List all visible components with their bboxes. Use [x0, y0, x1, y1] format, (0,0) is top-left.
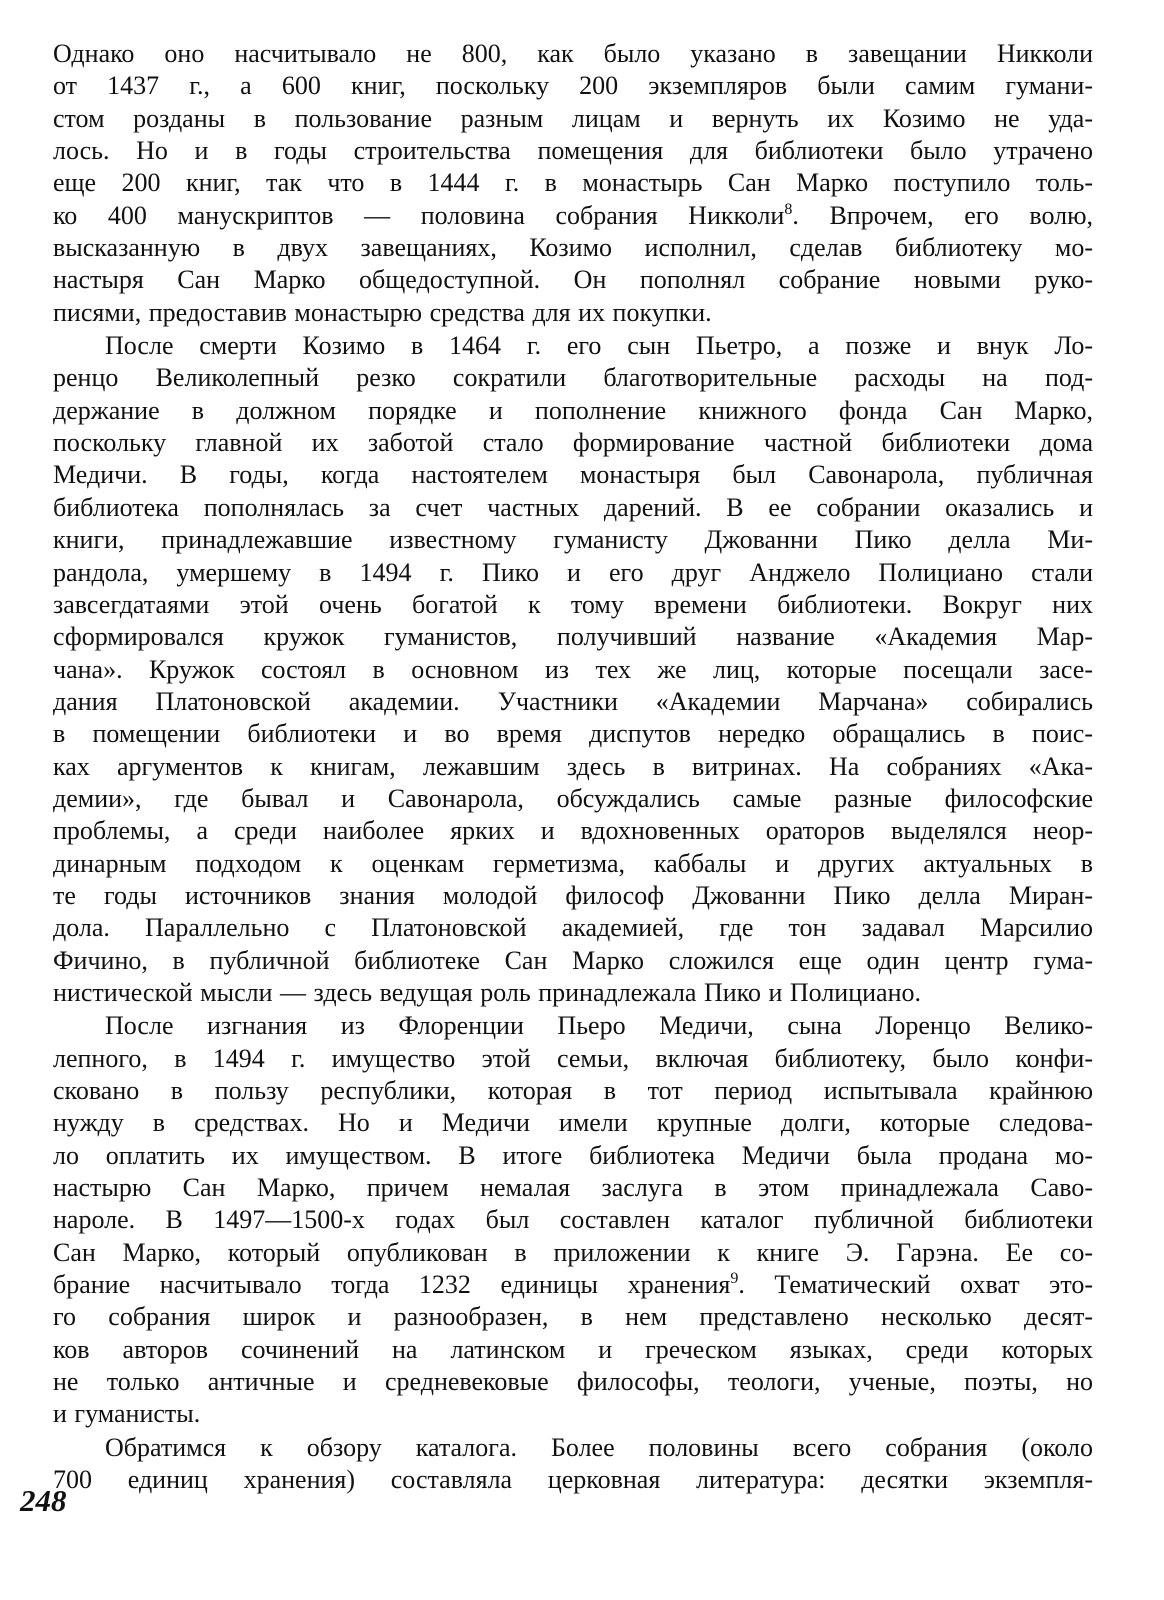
text-line — [53, 459, 1093, 491]
line-text: Обратимся к обзору каталога. Более половины всего собрания (около — [105, 1432, 1093, 1462]
line-text: 700 единиц хранения) составляла церковная литература: десятки экземпля- — [53, 1465, 1093, 1495]
text-line — [53, 783, 1093, 815]
text-line — [53, 848, 1093, 880]
line-text: ренцо Великолепный резко сократили благотворительные расходы на под- — [53, 363, 1093, 393]
line-text: держание в должном порядке и пополнение книжного фонда Сан Марко, — [53, 395, 1093, 425]
line-text: проблемы, а среди наиболее ярких и вдохновенных ораторов выделялся неор- — [53, 816, 1093, 846]
line-text: настырю Сан Марко, причем немалая заслуга в этом принадлежала Саво- — [53, 1173, 1093, 1203]
text-line — [53, 492, 1093, 524]
line-text: от 1437 г., а 600 книг, поскольку 200 экземпляров были самим гумани- — [53, 71, 1093, 101]
line-text: брание насчитывало тогда 1232 единицы хранения — [53, 1270, 731, 1300]
text-line — [53, 912, 1093, 944]
text-line — [53, 880, 1093, 912]
text-line — [53, 718, 1093, 750]
text-line — [53, 686, 1093, 718]
text-line — [53, 38, 1093, 70]
text-line — [53, 1334, 1093, 1366]
text-line — [53, 1269, 1093, 1301]
line-text: дания Платоновской академии. Участники «Академии Марчана» собирались — [53, 686, 1093, 716]
text-line — [53, 1043, 1093, 1075]
line-text: библиотека пополнялась за счет частных дарений. В ее собрании оказались и — [53, 492, 1093, 522]
text-line — [53, 1398, 1093, 1430]
text-line — [53, 1464, 1093, 1496]
line-text: в помещении библиотеки и во время диспутов нередко обращались в поис- — [53, 719, 1093, 749]
line-text: сформировался кружок гуманистов, получивший название «Академия Мар- — [53, 622, 1093, 652]
text-line — [53, 1301, 1093, 1333]
line-text: нистической мысли — здесь ведущая роль принадлежала Пико и Полициано. — [53, 977, 921, 1007]
line-text: не только античные и средневековые философы, теологи, ученые, поэты, но — [53, 1367, 1093, 1397]
line-text: рандола, умершему в 1494 г. Пико и его друг Анджело Полициано стали — [53, 557, 1093, 587]
line-text: писями, предоставив монастырю средства для их покупки. — [53, 297, 712, 327]
text-line — [53, 815, 1093, 847]
footnote-marker[interactable]: 9 — [730, 1270, 739, 1288]
text-line — [53, 1204, 1093, 1236]
line-text: ко 400 манускриптов — половина собрания Никколи — [53, 200, 785, 230]
text-line — [53, 70, 1093, 102]
line-text: и гуманисты. — [53, 1399, 201, 1429]
line-text: чана». Кружок состоял в основном из тех же лиц, которые посещали засе- — [53, 654, 1093, 684]
text-line — [53, 945, 1093, 977]
line-text: ков авторов сочинений на латинском и греческом языках, среди которых — [53, 1334, 1093, 1364]
footnote-marker[interactable]: 8 — [784, 200, 793, 218]
text-line — [53, 135, 1093, 167]
line-text: демии», где бывал и Савонарола, обсуждались самые разные философские — [53, 783, 1093, 813]
line-text: динарным подходом к оценкам герметизма, каббалы и других актуальных в — [53, 848, 1093, 878]
text-line — [53, 1010, 1093, 1042]
text-line — [53, 751, 1093, 783]
text-line — [53, 427, 1093, 459]
line-text: те годы источников знания молодой философ Джованни Пико делла Миран- — [53, 880, 1093, 910]
text-line — [53, 1075, 1093, 1107]
text-line — [53, 621, 1093, 653]
line-text: нароле. В 1497—1500-х годах был составлен каталог публичной библиотеки — [53, 1205, 1093, 1235]
text-line — [53, 589, 1093, 621]
text-line — [53, 524, 1093, 556]
line-text: ло оплатить их имуществом. В итоге библиотека Медичи была продана мо- — [53, 1140, 1093, 1170]
line-text: настыря Сан Марко общедоступной. Он пополнял собрание новыми руко- — [53, 265, 1093, 295]
text-line — [53, 557, 1093, 589]
line-text: После изгнания из Флоренции Пьеро Медичи, сына Лоренцо Велико- — [105, 1011, 1093, 1041]
line-text: высказанную в двух завещаниях, Козимо исполнил, сделав библиотеку мо- — [53, 233, 1093, 263]
line-text: го собрания широк и разнообразен, в нем представлено несколько десят- — [53, 1302, 1093, 1332]
text-line — [53, 264, 1093, 296]
text-line — [53, 1107, 1093, 1139]
page-number: 248 — [20, 1483, 67, 1518]
text-line — [53, 362, 1093, 394]
line-text: нужду в средствах. Но и Медичи имели крупные долги, которые следова- — [53, 1108, 1093, 1138]
text-line — [53, 330, 1093, 362]
line-text: поскольку главной их заботой стало формирование частной библиотеки дома — [53, 428, 1093, 458]
paragraph — [53, 38, 1093, 329]
text-line — [53, 232, 1093, 264]
text-line — [53, 654, 1093, 686]
line-text: книги, принадлежавшие известному гуманисту Джованни Пико делла Ми- — [53, 525, 1093, 555]
body-text — [53, 38, 1093, 1496]
line-text: завсегдатаями этой очень богатой к тому времени библиотеки. Вокруг них — [53, 589, 1093, 619]
text-line — [53, 1432, 1093, 1464]
line-text: Однако оно насчитывало не 800, как было указано в завещании Никколи — [53, 39, 1093, 68]
line-text: стом розданы в пользование разным лицам и вернуть их Козимо не уда- — [53, 103, 1093, 133]
text-line — [53, 1172, 1093, 1204]
line-text-continued: . Впрочем, его волю, — [792, 200, 1093, 230]
text-line — [53, 1237, 1093, 1269]
text-line — [53, 103, 1093, 135]
paragraph — [53, 330, 1093, 1009]
line-text: сковано в пользу республики, которая в тот период испытывала крайнюю — [53, 1076, 1093, 1105]
line-text: Сан Марко, который опубликован в приложении к книге Э. Гарэна. Ее со- — [53, 1237, 1093, 1267]
text-line — [53, 395, 1093, 427]
line-text: еще 200 книг, так что в 1444 г. в монастырь Сан Марко поступило толь- — [53, 168, 1093, 198]
paragraph — [53, 1432, 1093, 1497]
line-text: Медичи. В годы, когда настоятелем монастыря был Савонарола, публичная — [53, 460, 1093, 490]
text-line — [53, 297, 1093, 329]
line-text-continued: . Тематический охват это- — [738, 1270, 1093, 1300]
text-line — [53, 977, 1093, 1009]
line-text: ках аргументов к книгам, лежавшим здесь в витринах. На собраниях «Ака- — [53, 751, 1093, 781]
text-line — [53, 167, 1093, 199]
line-text: дола. Параллельно с Платоновской академией, где тон задавал Марсилио — [53, 913, 1093, 943]
line-text: Фичино, в публичной библиотеке Сан Марко сложился еще один центр гума- — [53, 945, 1093, 975]
text-line — [53, 200, 1093, 232]
paragraph — [53, 1010, 1093, 1430]
text-line — [53, 1366, 1093, 1398]
line-text: После смерти Козимо в 1464 г. его сын Пьетро, а позже и внук Ло- — [105, 331, 1093, 361]
text-line — [53, 1140, 1093, 1172]
line-text: лепного, в 1494 г. имущество этой семьи, включая библиотеку, было конфи- — [53, 1043, 1093, 1073]
line-text: лось. Но и в годы строительства помещения для библиотеки было утрачено — [53, 136, 1093, 166]
